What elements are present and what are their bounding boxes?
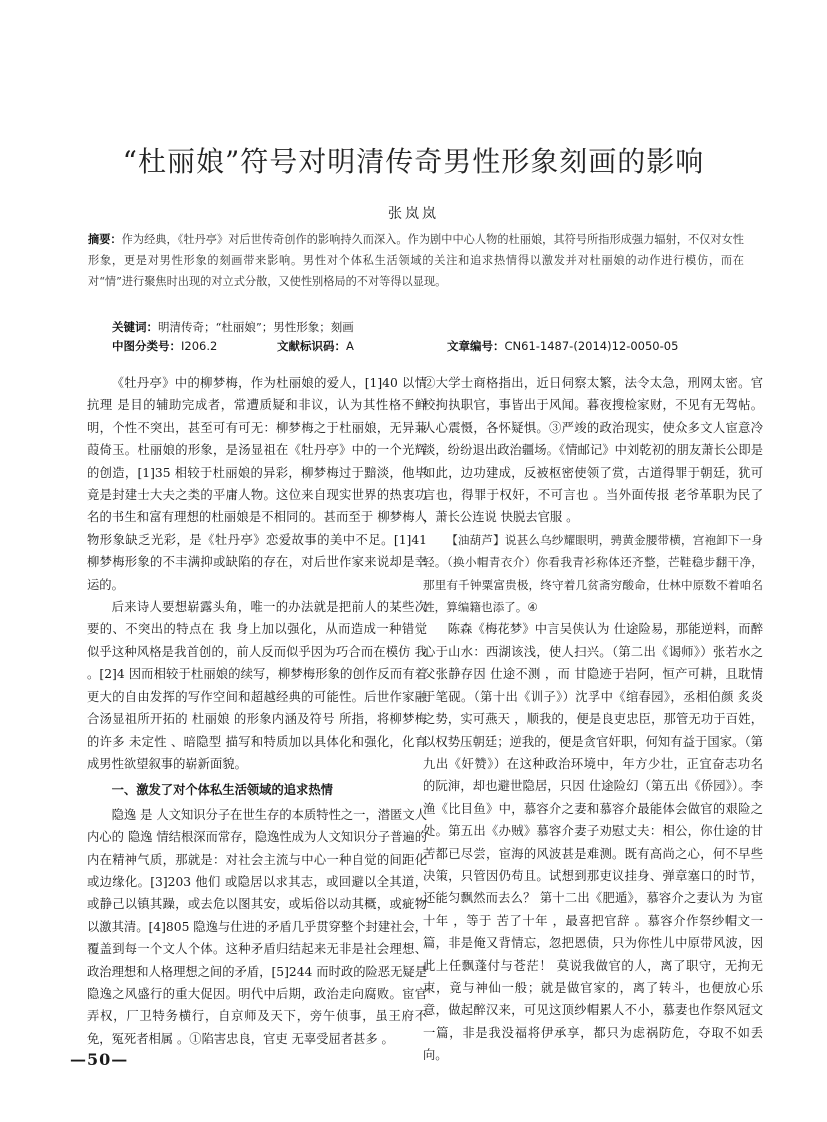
- classification-line: [112, 337, 752, 355]
- clc-code: [112, 337, 217, 355]
- document-code: [277, 337, 354, 355]
- abstract-text: 作为经典，《牡丹亭》对后世传奇创作的影响持久而深入。作为剧中中心人物的杜丽娘，其符号所指形成强力辐射，不仅对女性形象，更是对男性形象的刻画带来影响。男性对个体私生活领域的关注和追求热情得以激发并对杜丽娘的动作进行模仿，而在对“情”进行聚焦时出现的对立式分散，又使性别格局的不对等得以显现。: [88, 233, 744, 288]
- paragraph: 隐逸 是 人文知识分子在世生存的本质特性之一，潜匿文人内心的 隐逸 情结根深而常存，隐逸性成为人文知识分子普遍的内在精神气质，那就是：对社会主流与中心一种自觉的间距化或边缘化。[3]203 他们 或隐居以求其志，或回避以全其道，或静己以镇其躁，或去危以图其安，或垢俗以动其概，或疵物以激其清。[4]805 隐逸与仕进的矛盾几乎贯穿整个封建社会，覆盖到每一个文人个体。这种矛盾归结起来无非是社会理想、政治理想和人格理想之间的矛盾，[5]244 而时政的险恶无疑是隐逸之风盛行的重大促因。明代中后期，政治走向腐败。宦官弄权，厂卫特务横行，自京师及天下，旁午侦事，虽王府不免，冤死者相属 。①陷害忠良，官吏 无辜受屈者甚多 。: [87, 807, 427, 1046]
- article-title: “杜丽娘”符号对明清传奇男性形象刻画的影响: [122, 145, 705, 178]
- keywords: [112, 318, 752, 336]
- keywords-text: 明清传奇；“杜丽娘”；男性形象；刻画: [158, 320, 354, 334]
- clc-value: I206.2: [181, 339, 218, 353]
- keywords-label: 关键词：: [112, 320, 158, 334]
- article-no-label: 文章编号：: [447, 339, 505, 353]
- page-number: —50—: [70, 1050, 129, 1069]
- paragraph: 后来诗人要想崭露头角，唯一的办法就是把前人的某些次要的、不突出的特点在 我 身上加以强化，从而造成一种错觉 似乎这种风格是我首创的，前人反而似乎因为巧合而在模仿 我 。[2]4 因而相较于杜丽娘的续写，柳梦梅形象的创作反而有着更大的自由发挥的写作空间和超越经典的可能性。后世作家融合汤显祖所开拓的 杜丽娘 的形象内涵及符号 所指，将柳梦梅的许多 未定性 、暗隐型 描写和特质加以具体化和强化，化育成男性欲望叙事的崭新面貌。: [87, 600, 427, 771]
- author-name: 张岚岚: [388, 206, 439, 222]
- left-column: [87, 372, 427, 1050]
- paragraph: 《牡丹亭》中的柳梦梅，作为杜丽娘的爱人，[1]40 以情抗理 是目的辅助完成者，常遭质疑和非议，认为其性格不鲜明，个性不突出，甚至可有可无：柳梦梅之于杜丽娘，无异蒹葭倚玉。杜丽娘的形象，是汤显祖在《牡丹亭》中的一个光辉的创造，[1]35 相较于杜丽娘的异彩，柳梦梅过于黯淡，他毕竟是封建士大夫之类的平庸人物。这位来自现实世界的热衷功名的书生和富有理想的杜丽娘是不相同的。甚而至于 柳梦梅人物形象缺乏光彩，是《牡丹亭》恋爱故事的美中不足。[1]41 柳梦梅形象的不丰满抑或缺陷的存在，对后世作家来说却是幸运的。: [87, 376, 427, 592]
- article-no-value: CN61-1487-(2014)12-0050-05: [504, 339, 679, 353]
- clc-label: 中图分类号：: [112, 339, 181, 353]
- right-column: [423, 372, 763, 1067]
- abstract: [88, 229, 744, 292]
- doc-code-value: A: [346, 339, 354, 353]
- paragraph: 陈森《梅花梦》中言吴侠认为 仕途险易，那能逆料，而醉心于山水：西湖该浅，使人扫兴。（第二出《谒师》）张若水之父张静存因 仕途不测 ，而 甘隐迹于岩阿，恒产可耕，且耽情于笔砚。（第十出《训子》）沈孚中《绾春园》，丞相伯颜 炙炎之势，实可燕天 ，顺我的，便是良吏忠臣，那管无功于百姓，以权势压朝廷；逆我的，便是贪官奸职，何知有益于国家。（第九出《奸赞》）在这种政治环境中，年方少壮，正宜奋志功名 的阮渖，却也避世隐居，只因 仕途险幻（第五出《侨园》）。李渔《比目鱼》中，慕容介之妻和慕容介最能体会做官的艰险之处。第五出《办贼》慕容介妻子劝慰丈夫：相公，你仕途的甘苦都已尽尝，宦海的风波甚是难测。既有高尚之心，何不早些决策，只管因仍苟且。试想到那吏议挂身、弹章塞口的时节，还能匀飘然而去么？ 第十二出《肥遁》，慕容介之妻认为 为宦十年 ，等于 苦了十年 ，最喜把官辞 。慕容介作祭纱帽文一篇，非是俺又背情忘，忽把恩债，只为你性儿中原带风波，因此上任飘蓬付与苍茫！ 莫说我做官的人，离了职守，无拘无束，竟与神仙一般；就是做官家的，离了转斗，也便放心乐意，做起醉汉来，可见这顶纱帽累人不小，慕妻也作祭风冠文一篇，非是我没福将伊承享，都只为虑祸防危，夺取不如丢向。: [423, 622, 763, 1063]
- section-heading: 一、激发了对个体私生活领域的追求热情: [111, 783, 333, 798]
- doc-code-label: 文献标识码：: [277, 339, 346, 353]
- article-number: [447, 337, 678, 355]
- paragraph: ②大学士商格指出，近日伺察太繁，法令太急，刑网太密。官校拘执职官，事皆出于风闻。暮夜搜检家财，不见有无驾帖。人心震慑，各怀疑惧。③严竣的政治现实，使众多文人宦意冷淡，纷纷退出政治疆场。《情邮记》中刘乾初的朋友萧长公即是如此，边功建成，反被枢密使领了赏，古道得罪于朝廷，犹可言也，得罪于权奸，不可言也 。当外面传报 老爷革职为民了 ，萧长公连说 快脱去官服 。: [423, 376, 763, 525]
- abstract-label: 摘要：: [88, 233, 122, 246]
- block-quote: 【油葫芦】说甚么乌纱耀眼明，骋黄金腰带横，宫袍卸下一身轻。（换小帽青衣介）你看我青衫称体还齐整，芒鞋稳步翻干净，那里有千钟粟富贵极，终守着几贫斋穷酸命，仕林中原数不着咱名姓，算编籍也添了。④: [423, 532, 763, 615]
